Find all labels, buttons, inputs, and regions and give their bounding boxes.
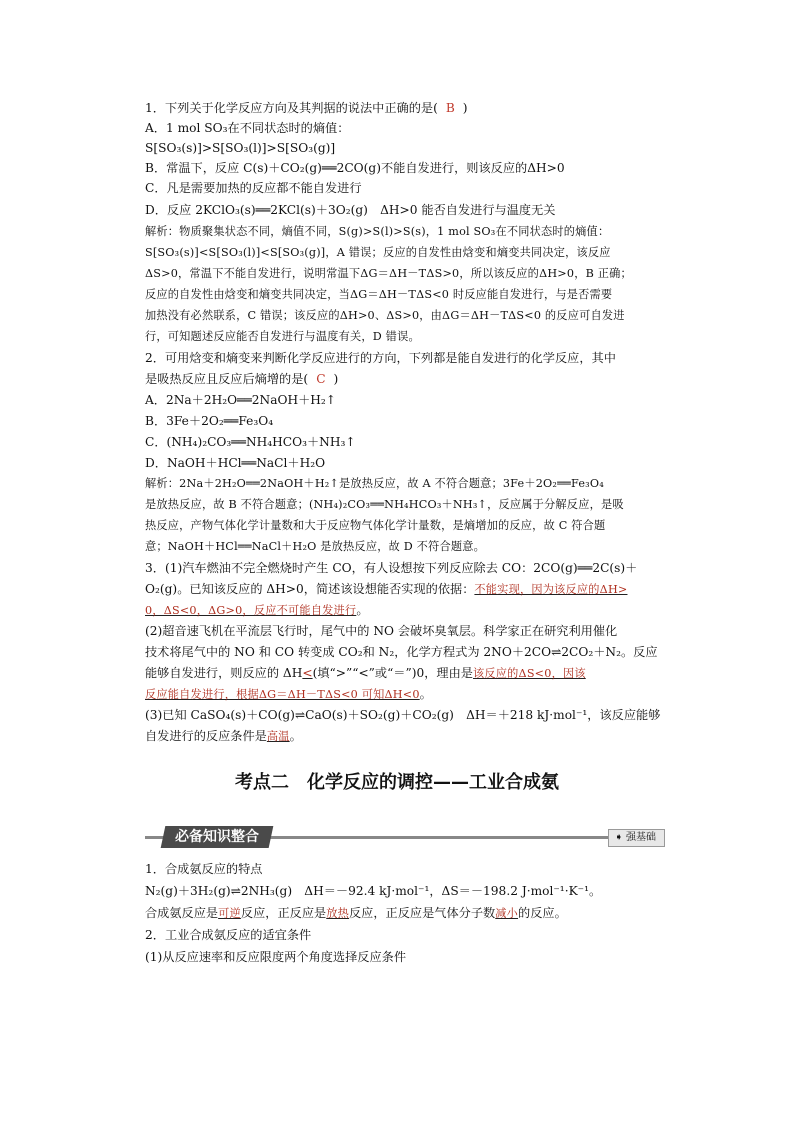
arrow-icon: ➧	[614, 832, 623, 843]
q3-part1-line3: 0，ΔS<0，ΔG>0，反应不可能自发进行。	[145, 603, 369, 617]
q1-explanation-6: 行，可知题述反应能否自发进行与温度有关，D 错误。	[145, 330, 420, 343]
q2-explanation-2: 是放热反应，故 B 不符合题意；(NH₄)₂CO₃══NH₄HCO₃＋NH₃↑，反应属于分解反应，是吸	[145, 498, 624, 511]
q1-option-c: C．凡是需要加热的反应都不能自发进行	[145, 181, 362, 195]
q1-stem: 1．下列关于化学反应方向及其判据的说法中正确的是( B )	[145, 101, 468, 115]
q3-answer-1b: 0，ΔS<0，ΔG>0，反应不可能自发进行	[145, 604, 357, 617]
heading-3: (1)从反应速率和反应限度两个角度选择反应条件	[145, 950, 407, 964]
ammonia-features: 合成氨反应是可逆反应，正反应是放热反应，正反应是气体分子数减小的反应。	[145, 906, 567, 920]
q1-option-b: B．常温下，反应 C(s)＋CO₂(g)══2CO(g)不能自发进行，则该反应的ΔH>0	[145, 161, 565, 175]
q2-explanation-3: 热反应，产物气体化学计量数和大于反应物气体化学计量数，是熵增加的反应，故 C 符合题	[145, 519, 606, 532]
q2-option-c: C．(NH₄)₂CO₃══NH₄HCO₃＋NH₃↑	[145, 435, 356, 449]
answer-reversible: 可逆	[218, 907, 241, 920]
q1-explanation-3: ΔS>0，常温下不能自发进行，说明常温下ΔG＝ΔH－TΔS>0，所以该反应的ΔH>0，B 正确；	[145, 267, 632, 280]
banner-heading: 必备知识整合	[161, 826, 274, 848]
q1-option-d: D．反应 2KClO₃(s)══2KCl(s)＋3O₂(g) ΔH>0 能否自发进行与温度无关	[145, 203, 556, 217]
q3-answer-1a: 不能实现，因为该反应的ΔH>	[474, 583, 628, 596]
q1-explanation-1: 解析：物质聚集状态不同，熵值不同，S(g)>S(l)>S(s)，1 mol SO₃在不同状态时的熵值：	[145, 225, 610, 238]
section-title: 考点二 化学反应的调控——工业合成氨	[235, 772, 559, 793]
q3-part2-line3: 能够自发进行，则反应的 ΔH<(填“>”“<”或“＝”)0，理由是该反应的ΔS<0，因该	[145, 666, 586, 680]
heading-2: 2．工业合成氨反应的适宜条件	[145, 928, 312, 942]
q3-part1-line2: O₂(g)。已知该反应的 ΔH>0，简述该设想能否实现的依据：不能实现，因为该反应的ΔH>	[145, 582, 628, 596]
q2-option-b: B．3Fe＋2O₂══Fe₃O₄	[145, 414, 274, 428]
q3-part3-line2: 自发进行的反应条件是高温。	[145, 729, 302, 743]
heading-1: 1．合成氨反应的特点	[145, 862, 263, 876]
answer-decrease: 减小	[495, 907, 519, 920]
q2-stem-2: 是吸热反应且反应后熵增的是( C )	[145, 372, 339, 386]
q2-explanation-1: 解析：2Na＋2H₂O══2NaOH＋H₂↑是放热反应，故 A 不符合题意；3Fe＋2O₂══Fe₃O₄	[145, 477, 604, 490]
q3-answer-2b: 反应能自发进行，根据ΔG＝ΔH－TΔS<0 可知ΔH<0	[145, 688, 420, 701]
banner-tag: ➧ 强基础	[608, 829, 665, 847]
q2-explanation-4: 意；NaOH＋HCl══NaCl＋H₂O 是放热反应，故 D 不符合题意。	[145, 540, 485, 553]
q1-explanation-2: S[SO₃(s)]<S[SO₃(l)]<S[SO₃(g)]，A 错误；反应的自发性由焓变和熵变共同决定，该反应	[145, 246, 611, 259]
knowledge-banner	[145, 826, 665, 848]
ammonia-equation: N₂(g)＋3H₂(g)⇌2NH₃(g) ΔH＝－92.4 kJ·mol⁻¹，ΔS＝－198.2 J·mol⁻¹·K⁻¹。	[145, 884, 602, 898]
q1-explanation-4: 反应的自发性由焓变和熵变共同决定，当ΔG＝ΔH－TΔS<0 时反应能自发进行，与是否需要	[145, 288, 613, 301]
q3-part2-line4: 反应能自发进行，根据ΔG＝ΔH－TΔS<0 可知ΔH<0。	[145, 687, 432, 701]
q1-option-a-cont: S[SO₃(s)]>S[SO₃(l)]>S[SO₃(g)]	[145, 141, 336, 155]
q2-answer: C	[316, 372, 326, 386]
answer-exothermic: 放热	[326, 907, 349, 920]
q3-part3-line1: (3)已知 CaSO₄(s)＋CO(g)⇌CaO(s)＋SO₂(g)＋CO₂(g) ΔH＝＋218 kJ·mol⁻¹，该反应能够	[145, 708, 661, 722]
q3-part1-line1: 3．(1)汽车燃油不完全燃烧时产生 CO，有人设想按下列反应除去 CO：2CO(g)══2C(s)＋	[145, 561, 638, 575]
q2-option-a: A．2Na＋2H₂O══2NaOH＋H₂↑	[145, 393, 337, 407]
q3-answer-3: 高温	[266, 730, 290, 743]
q3-answer-2-sign: <	[302, 666, 313, 680]
q1-explanation-5: 加热没有必然联系，C 错误；该反应的ΔH>0、ΔS>0，由ΔG＝ΔH－TΔS<0 的反应可自发进	[145, 309, 625, 322]
q3-part2-line2: 技术将尾气中的 NO 和 CO 转变成 CO₂和 N₂，化学方程式为 2NO＋2CO⇌2CO₂＋N₂。反应	[145, 645, 658, 659]
q1-answer: B	[445, 101, 455, 115]
q2-option-d: D．NaOH＋HCl══NaCl＋H₂O	[145, 456, 326, 470]
q3-part2-line1: (2)超音速飞机在平流层飞行时，尾气中的 NO 会破坏臭氧层。科学家正在研究利用催化	[145, 624, 618, 638]
q3-answer-2a: 该反应的ΔS<0，因该	[472, 667, 586, 680]
q2-stem-1: 2．可用焓变和熵变来判断化学反应进行的方向，下列都是能自发进行的化学反应，其中	[145, 351, 616, 365]
q1-option-a: A．1 mol SO₃在不同状态时的熵值：	[145, 121, 350, 135]
